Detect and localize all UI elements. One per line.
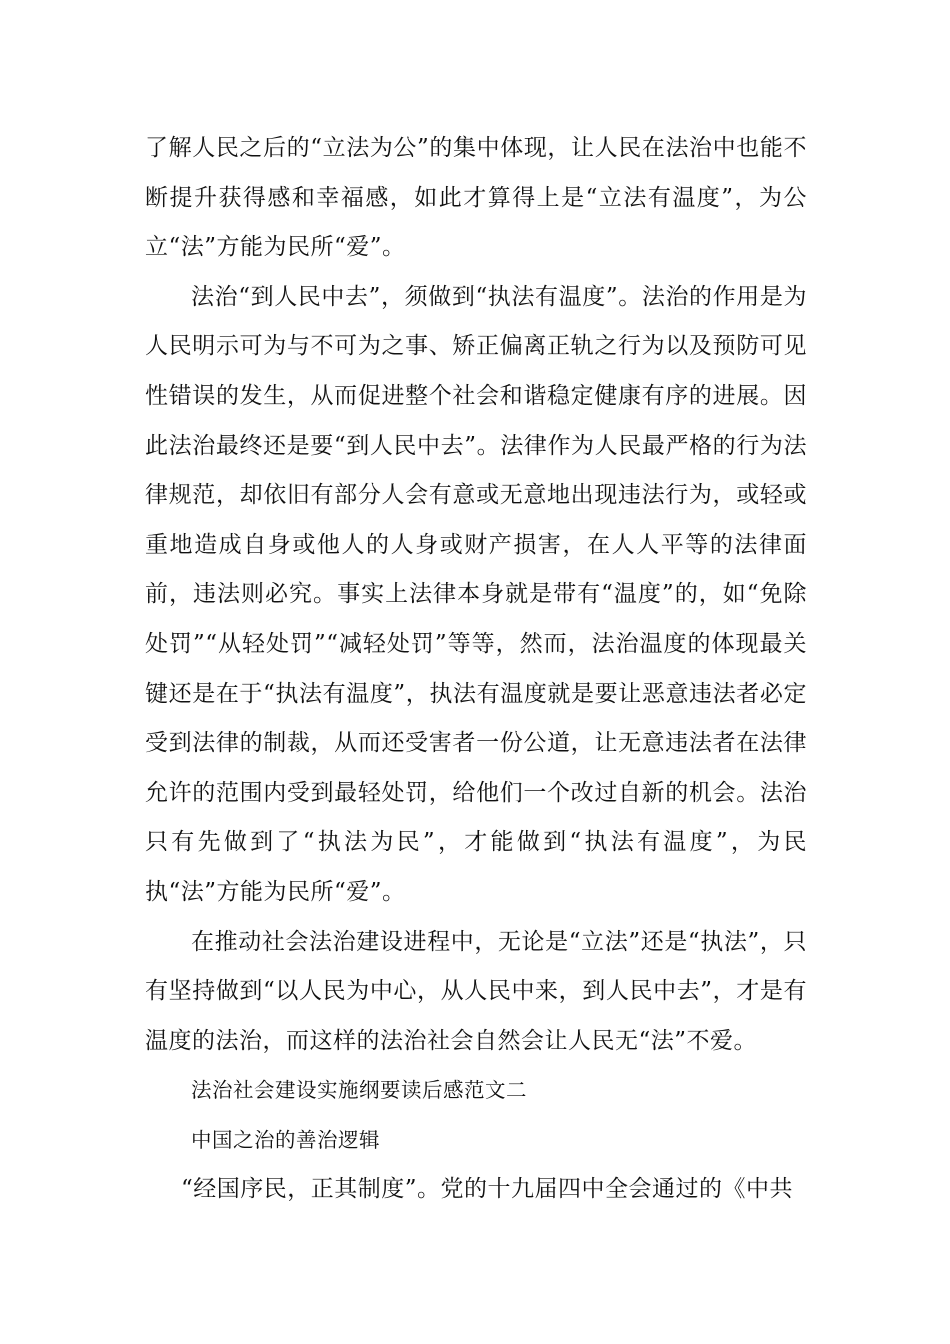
document-page — [145, 124, 807, 1215]
subtitle: 中国之治的善治逻辑 — [191, 1127, 380, 1152]
paragraph-2: 法治“到人民中去”，须做到“执法有温度”。法治的作用是为人民明示可为与不可为之事、矫正偏离正轨之行为以及预防可见性错误的发生，从而促进整个社会和谐稳定健康有序的进展。因此法治最终还是要“到人民中去”。法律作为人民最严格的行为法律规范，却依旧有部分人会有意或无意地出现违法行为，或轻或重地造成自身或他人的人身或财产损害，在人人平等的法律面前，违法则必究。事实上法律本身就是带有“温度”的，如“免除处罚”“从轻处罚”“减轻处罚”等等，然而，法治温度的体现最关键还是在于“执法有温度”，执法有温度就是要让恶意违法者必定受到法律的制裁，从而还受害者一份公道，让无意违法者在法律允许的范围内受到最轻处罚，给他们一个改过自新的机会。法治只有先做到了“执法为民”，才能做到“执法有温度”，为民执“法”方能为民所“爱”。 — [145, 283, 807, 905]
paragraph-3: 在推动社会法治建设进程中，无论是“立法”还是“执法”，只有坚持做到“以人民为中心，从人民中来，到人民中去”，才是有温度的法治，而这样的法治社会自然会让人民无“法”不爱。 — [145, 928, 807, 1054]
paragraph-4-first-line: “经国序民，正其制度”。党的十九届四中全会通过的《中共 — [181, 1176, 794, 1203]
paragraph-1: 了解人民之后的“立法为公”的集中体现，让人民在法治中也能不断提升获得感和幸福感，如此才算得上是“立法有温度”，为公立“法”方能为民所“爱”。 — [145, 135, 807, 261]
section-title: 法治社会建设实施纲要读后感范文二 — [191, 1078, 527, 1103]
